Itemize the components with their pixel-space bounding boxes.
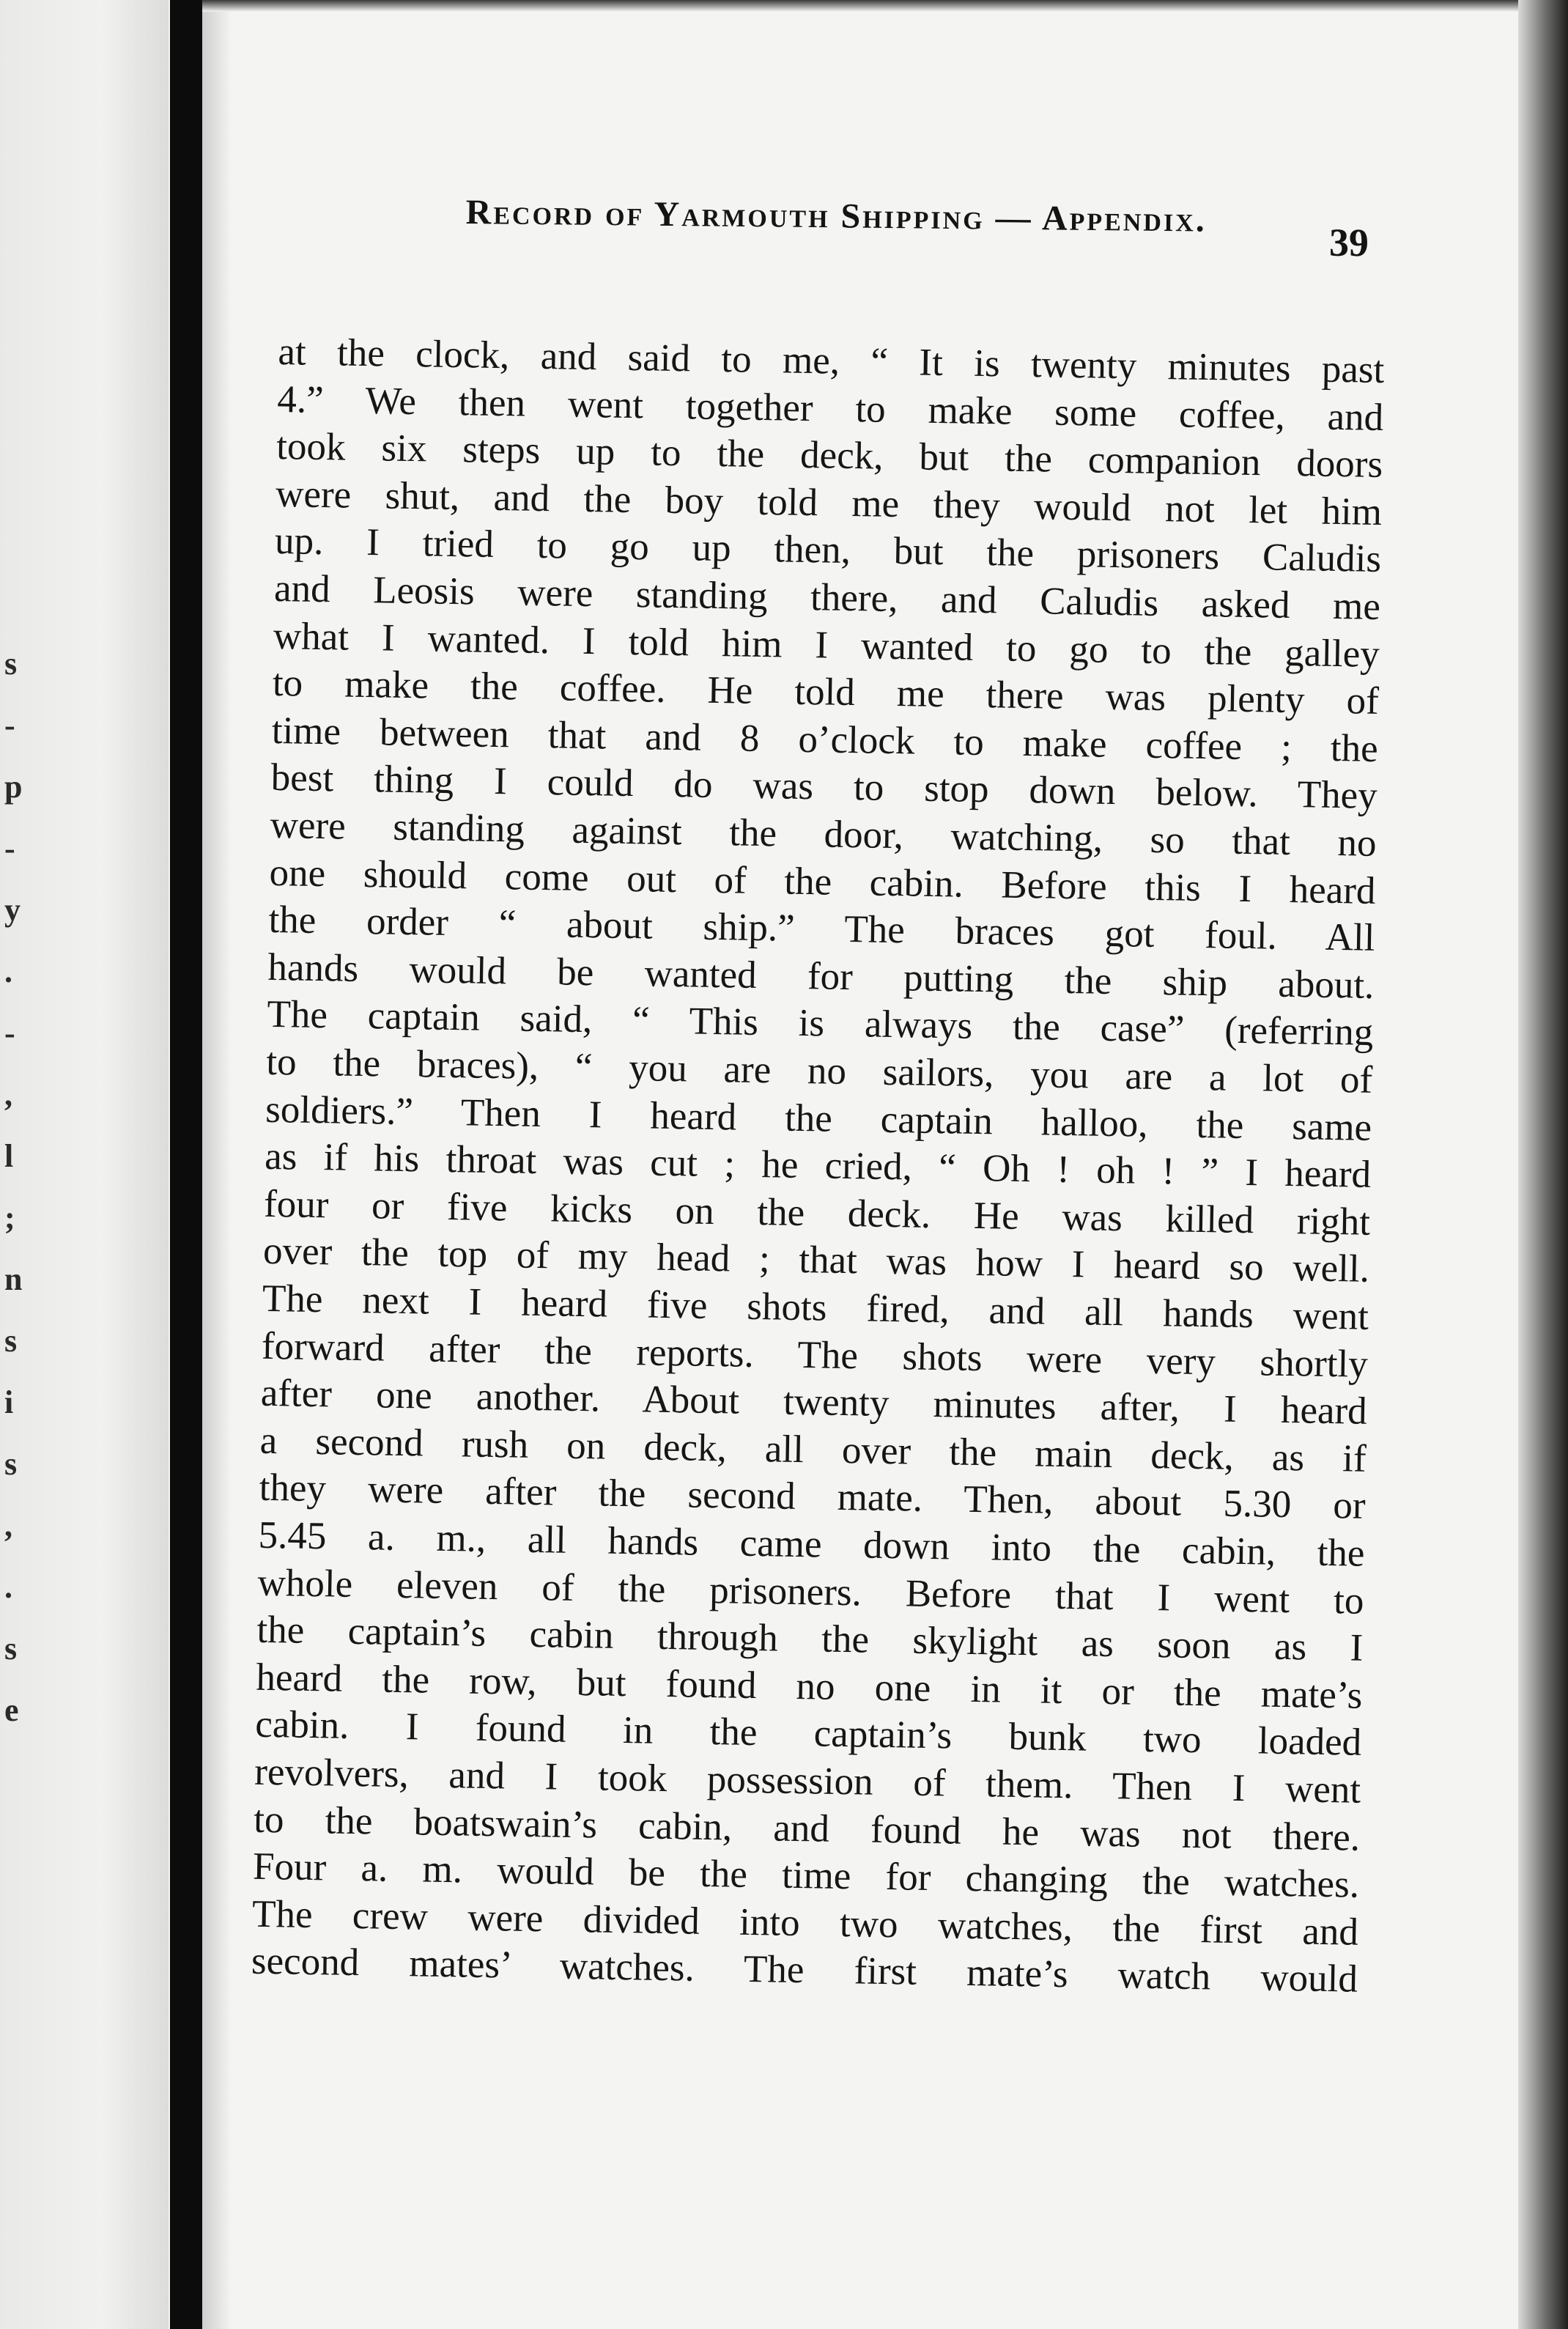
edge-glyph: -	[4, 1015, 15, 1051]
text-line: The captain said, “ This is always the case” (referring	[266, 993, 1374, 1055]
top-page-edge	[202, 0, 1568, 12]
text-line: were standing against the door, watching, so that no	[270, 803, 1377, 865]
edge-glyph: s	[4, 1323, 18, 1359]
book-gutter	[170, 0, 202, 2329]
text-line: hands would be wanted for putting the ship about.	[267, 945, 1375, 1007]
edge-glyph: y	[4, 892, 21, 928]
text-line: four or five kicks on the deck. He was killed right	[263, 1182, 1371, 1244]
text-line: the captain’s cabin through the skylight as soon as I	[256, 1608, 1364, 1669]
facing-page-edge	[0, 0, 169, 2329]
text-line: The crew were divided into two watches, the first and	[251, 1892, 1359, 1954]
text-line: to the boatswain’s cabin, and found he was not there.	[253, 1798, 1361, 1859]
text-line: whole eleven of the prisoners. Before that I went to	[257, 1561, 1364, 1623]
text-line: took six steps up to the deck, but the companion doors	[275, 425, 1383, 487]
text-line: a second rush on deck, all over the main deck, as if	[259, 1419, 1367, 1480]
text-line: forward after the reports. The shots were very shortly	[261, 1324, 1369, 1386]
text-line: were shut, and the boy told me they would not let him	[275, 472, 1383, 534]
edge-glyph: s	[4, 1446, 18, 1482]
edge-glyph: .	[4, 953, 12, 989]
text-line: up. I tried to go up then, but the prisoners Caludis	[274, 520, 1382, 581]
text-line: revolvers, and I took possession of them. Then I went	[254, 1750, 1361, 1812]
text-line: to make the coffee. He told me there was plenty of	[272, 662, 1380, 723]
text-line: best thing I could do was to stop down below. They	[270, 756, 1378, 818]
text-line: 4.” We then went together to make some coffee, and	[276, 377, 1384, 439]
running-head: Record of Yarmouth Shipping — Appendix.	[465, 192, 1208, 240]
text-line: and Leosis were standing there, and Caludis asked me	[273, 566, 1381, 628]
text-line: second mates’ watches. The first mate’s watch would	[251, 1940, 1358, 2001]
text-line: after one another. About twenty minutes after, I heard	[260, 1371, 1368, 1433]
gutter-shadow	[202, 0, 232, 2329]
text-line: Four a. m. would be the time for changing the watches.	[252, 1845, 1360, 1906]
edge-glyph: i	[4, 1384, 14, 1420]
edge-glyph: .	[4, 1569, 12, 1605]
facing-page-text-fragments	[0, 645, 29, 1744]
text-line: they were after the second mate. Then, about 5.30 or	[259, 1466, 1367, 1528]
edge-glyph: e	[4, 1692, 19, 1728]
text-line: cabin. I found in the captain’s bunk two loaded	[254, 1703, 1362, 1765]
text-line: one should come out of the cabin. Before this I heard	[269, 851, 1376, 912]
edge-glyph: -	[4, 707, 15, 743]
edge-glyph: n	[4, 1261, 23, 1297]
edge-glyph: ,	[4, 1077, 12, 1112]
edge-glyph: s	[4, 1631, 18, 1667]
page-number: 39	[1328, 220, 1369, 265]
text-line: as if his throat was cut ; he cried, “ Oh ! oh ! ” I heard	[264, 1135, 1372, 1197]
edge-glyph: ;	[4, 1200, 15, 1236]
edge-glyph: ,	[4, 1507, 12, 1543]
edge-glyph: -	[4, 830, 15, 866]
edge-glyph: l	[4, 1138, 14, 1174]
text-line: time between that and 8 o’clock to make coffee ; the	[271, 709, 1379, 770]
text-line: over the top of my head ; that was how I heard so well.	[262, 1230, 1370, 1291]
text-line: The next I heard five shots fired, and all hands went	[262, 1277, 1369, 1338]
text-line: what I wanted. I told him I wanted to go to the galley	[273, 614, 1380, 676]
text-line: 5.45 a. m., all hands came down into the cabin, the	[258, 1513, 1365, 1575]
text-line: heard the row, but found no one in it or the mate’s	[255, 1656, 1363, 1717]
text-line: at the clock, and said to me, “ It is twenty minutes past	[277, 330, 1385, 392]
body-text	[248, 328, 1392, 2179]
text-line: soldiers.” Then I heard the captain halloo, the same	[265, 1088, 1372, 1149]
edge-glyph: p	[4, 769, 23, 805]
text-line: to the braces), “ you are no sailors, you are a lot of	[265, 1040, 1373, 1101]
edge-glyph: s	[4, 646, 18, 682]
text-line: the order “ about ship.” The braces got foul. All	[268, 898, 1375, 960]
right-page-edge	[1518, 0, 1568, 2329]
